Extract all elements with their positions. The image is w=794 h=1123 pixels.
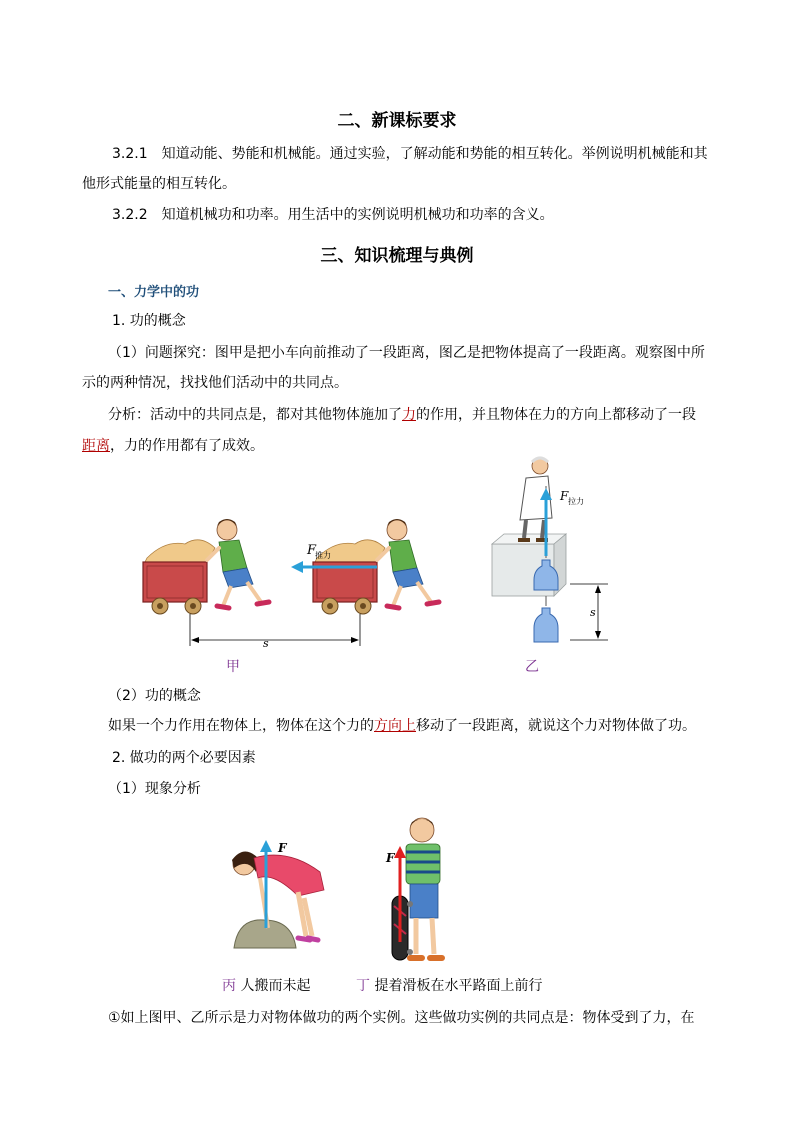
definition-text: 如果一个力作用在物体上，物体在这个力的 <box>108 718 374 734</box>
figure-bing-lift-fail <box>208 828 333 958</box>
question-2: （2）功的概念 <box>108 688 201 704</box>
figure-jia-cart-push <box>135 510 445 650</box>
force-bing-label: F <box>278 841 287 855</box>
blank-direction: 方向上 <box>374 718 416 734</box>
force-pull-label: F <box>560 489 569 503</box>
figure-ding-caption <box>356 976 542 996</box>
distance-label: s <box>263 637 269 650</box>
item-1: 1. 功的概念 <box>112 313 186 329</box>
figure-bing-mark: 丙 <box>222 978 236 994</box>
work-definition <box>108 716 696 736</box>
definition-text-end: 移动了一段距离，就说这个力对物体做了功。 <box>416 718 696 734</box>
observation-heading: （1）现象分析 <box>108 781 201 797</box>
figure-ding-mark: 丁 <box>356 978 370 994</box>
figure-ding-carry-skateboard <box>380 812 465 972</box>
force-pull-sub: 拉力 <box>568 497 584 506</box>
figure-bing-text: 人搬而未起 <box>240 978 311 994</box>
section-title-3: 三、知识梳理与典例 <box>320 246 474 266</box>
height-label: s <box>590 606 596 619</box>
force-ding-label: F <box>386 851 395 865</box>
blank-distance: 距离 <box>82 438 110 454</box>
force-push-sub: 推力 <box>315 551 331 560</box>
requirement-1-line2: 他形式能量的相互转化。 <box>82 176 236 192</box>
requirement-2: 3.2.2 知道机械功和功率。用生活中的实例说明机械功和功率的含义。 <box>112 207 554 223</box>
figure-yi-caption: 乙 <box>525 659 539 675</box>
requirement-1-line1: 3.2.1 知道动能、势能和机械能。通过实验，了解动能和势能的相互转化。举例说明机械能和其 <box>112 146 708 162</box>
analysis-line2 <box>82 436 264 456</box>
analysis-example-line: ①如上图甲、乙所示是力对物体做功的两个实例。这些做功实例的共同点是：物体受到了力，在 <box>108 1010 695 1026</box>
question-1-line1: （1）问题探究：图甲是把小车向前推动了一段距离，图乙是把物体提高了一段距离。观察图中所 <box>108 345 705 361</box>
figure-bing-caption <box>222 976 310 996</box>
blank-force: 力 <box>402 407 416 423</box>
item-2: 2. 做功的两个必要因素 <box>112 750 256 766</box>
analysis-line1 <box>108 405 696 425</box>
analysis-text: 分析：活动中的共同点是，都对其他物体施加了 <box>108 407 402 423</box>
figure-jia-caption: 甲 <box>226 659 240 675</box>
figure-ding-text: 提着滑板在水平路面上前行 <box>374 978 543 994</box>
part1-heading: 一、力学中的功 <box>108 285 200 300</box>
analysis-text-end: ，力的作用都有了成效。 <box>110 438 264 454</box>
force-push-label: F <box>307 543 317 558</box>
figure-yi-lifting <box>490 456 615 652</box>
question-1-line2: 示的两种情况，找找他们活动中的共同点。 <box>82 375 348 391</box>
analysis-text-mid: 的作用，并且物体在力的方向上都移动了一段 <box>416 407 696 423</box>
section-title-2: 二、新课标要求 <box>337 111 457 131</box>
